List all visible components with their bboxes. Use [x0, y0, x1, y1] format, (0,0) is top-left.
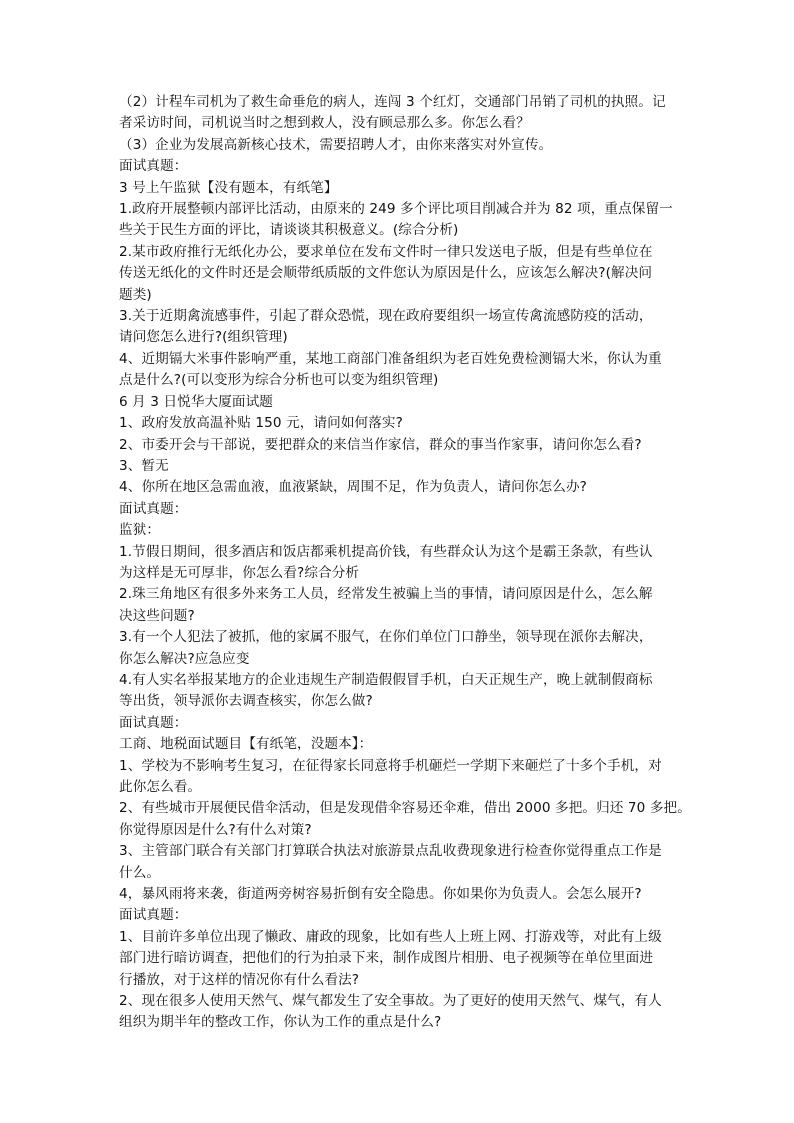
text-line: 1、政府发放高温补贴 150 元，请问如何落实?	[119, 415, 403, 432]
text-line: 2.某市政府推行无纸化办公，要求单位在发布文件时一律只发送电子版，但是有些单位在	[119, 243, 653, 260]
text-line: 决这些问题?	[119, 607, 195, 624]
text-line: 1.政府开展整顿内部评比活动，由原来的 249 多个评比项目削减合并为 82 项，重点保留一	[119, 201, 673, 218]
text-line: 面试真题：	[119, 714, 188, 731]
text-line: 等出货，领导派你去调查核实，你怎么做?	[119, 693, 373, 710]
text-line: 2、有些城市开展便民借伞活动，但是发现借伞容易还伞难，借出 2000 多把。归还 70 多把。	[119, 800, 691, 817]
text-line: （3）企业为发展高新核心技术，需要招聘人才，由你来落实对外宣传。	[119, 136, 553, 153]
text-line: 4、你所在地区急需血液，血液紧缺，周围不足，作为负责人，请问你怎么办?	[119, 479, 587, 496]
text-line: 部门进行暗访调查，把他们的行为拍录下来，制作成图片相册、电子视频等在单位里面进	[119, 950, 654, 967]
text-line: 3.关于近期禽流感事件，引起了群众恐慌，现在政府要组织一场宣传禽流感防疫的活动，	[119, 308, 653, 325]
text-line: 3.有一个人犯法了被抓，他的家属不服气，在你们单位门口静坐，领导现在派你去解决，	[119, 629, 653, 646]
text-line: 6 月 3 日悦华大厦面试题	[119, 393, 274, 410]
document-body	[119, 92, 691, 1034]
text-line: （2）计程车司机为了救生命垂危的病人，连闯 3 个红灯，交通部门吊销了司机的执照。记	[119, 94, 666, 110]
text-line: 3、主管部门联合有关部门打算联合执法对旅游景点乱收费现象进行检查你觉得重点工作是	[119, 843, 662, 860]
text-line: 4，暴风雨将来袭，街道两旁树容易折倒有安全隐患。你如果你为负责人。会怎么展开?	[119, 886, 642, 903]
text-line: 2.珠三角地区有很多外来务工人员，经常发生被骗上当的事情，请问原因是什么，怎么解	[119, 586, 653, 603]
text-line: 1.节假日期间，很多酒店和饭店都乘机提高价钱，有些群众认为这个是霸王条款，有些认	[119, 543, 653, 560]
text-line: 面试真题：	[119, 500, 188, 517]
text-line: 4.有人实名举报某地方的企业违规生产制造假假冒手机，白天正规生产，晚上就制假商标	[119, 671, 653, 688]
text-line: 4、近期镉大米事件影响严重，某地工商部门准备组织为老百姓免费检测镉大米，你认为重	[119, 350, 662, 367]
text-line: 面试真题：	[119, 158, 188, 175]
text-line: 1、目前许多单位出现了懒政、庸政的现象，比如有些人上班上网、打游戏等，对此有上级	[119, 928, 662, 945]
text-line: 行播放，对于这样的情况你有什么看法?	[119, 971, 360, 988]
text-line: 组织为期半年的整改工作，你认为工作的重点是什么?	[119, 1014, 442, 1031]
text-line: 你觉得原因是什么?有什么对策?	[119, 821, 312, 838]
text-line: 你怎么解决?应急应变	[119, 650, 250, 667]
text-line: 些关于民生方面的评比，请谈谈其积极意义。(综合分析)	[119, 222, 459, 239]
text-line: 2、市委开会与干部说，要把群众的来信当作家信，群众的事当作家事，请问你怎么看?	[119, 436, 642, 453]
text-line: 1、学校为不影响考生复习，在征得家长同意将手机砸烂一学期下来砸烂了十多个手机，对	[119, 757, 662, 774]
text-line: 者采访时间，司机说当时之想到救人，没有顾忌那么多。你怎么看？	[119, 115, 530, 132]
text-line: 点是什么?(可以变形为综合分析也可以变为组织管理)	[119, 372, 439, 389]
text-line: 面试真题：	[119, 907, 188, 924]
text-line: 工商、地税面试题目【有纸笔，没题本】：	[119, 736, 373, 753]
text-line: 此你怎么看。	[119, 779, 202, 795]
text-line: 2、现在很多人使用天然气、煤气都发生了安全事故。为了更好的使用天然气、煤气，有人	[119, 993, 662, 1010]
text-line: 监狱：	[119, 522, 161, 539]
text-line: 什么。	[119, 864, 161, 881]
text-line: 题类)	[119, 286, 152, 303]
text-line: 传送无纸化的文件时还是会顺带纸质版的文件您认为原因是什么，应该怎么解决?(解决问	[119, 265, 653, 282]
text-line: 为这样是无可厚非，你怎么看?综合分析	[119, 564, 360, 581]
text-line: 3 号上午监狱【没有题本，有纸笔】	[119, 179, 338, 196]
text-line: 3、暂无	[119, 457, 169, 474]
text-line: 请问您怎么进行?(组织管理)	[119, 329, 288, 346]
